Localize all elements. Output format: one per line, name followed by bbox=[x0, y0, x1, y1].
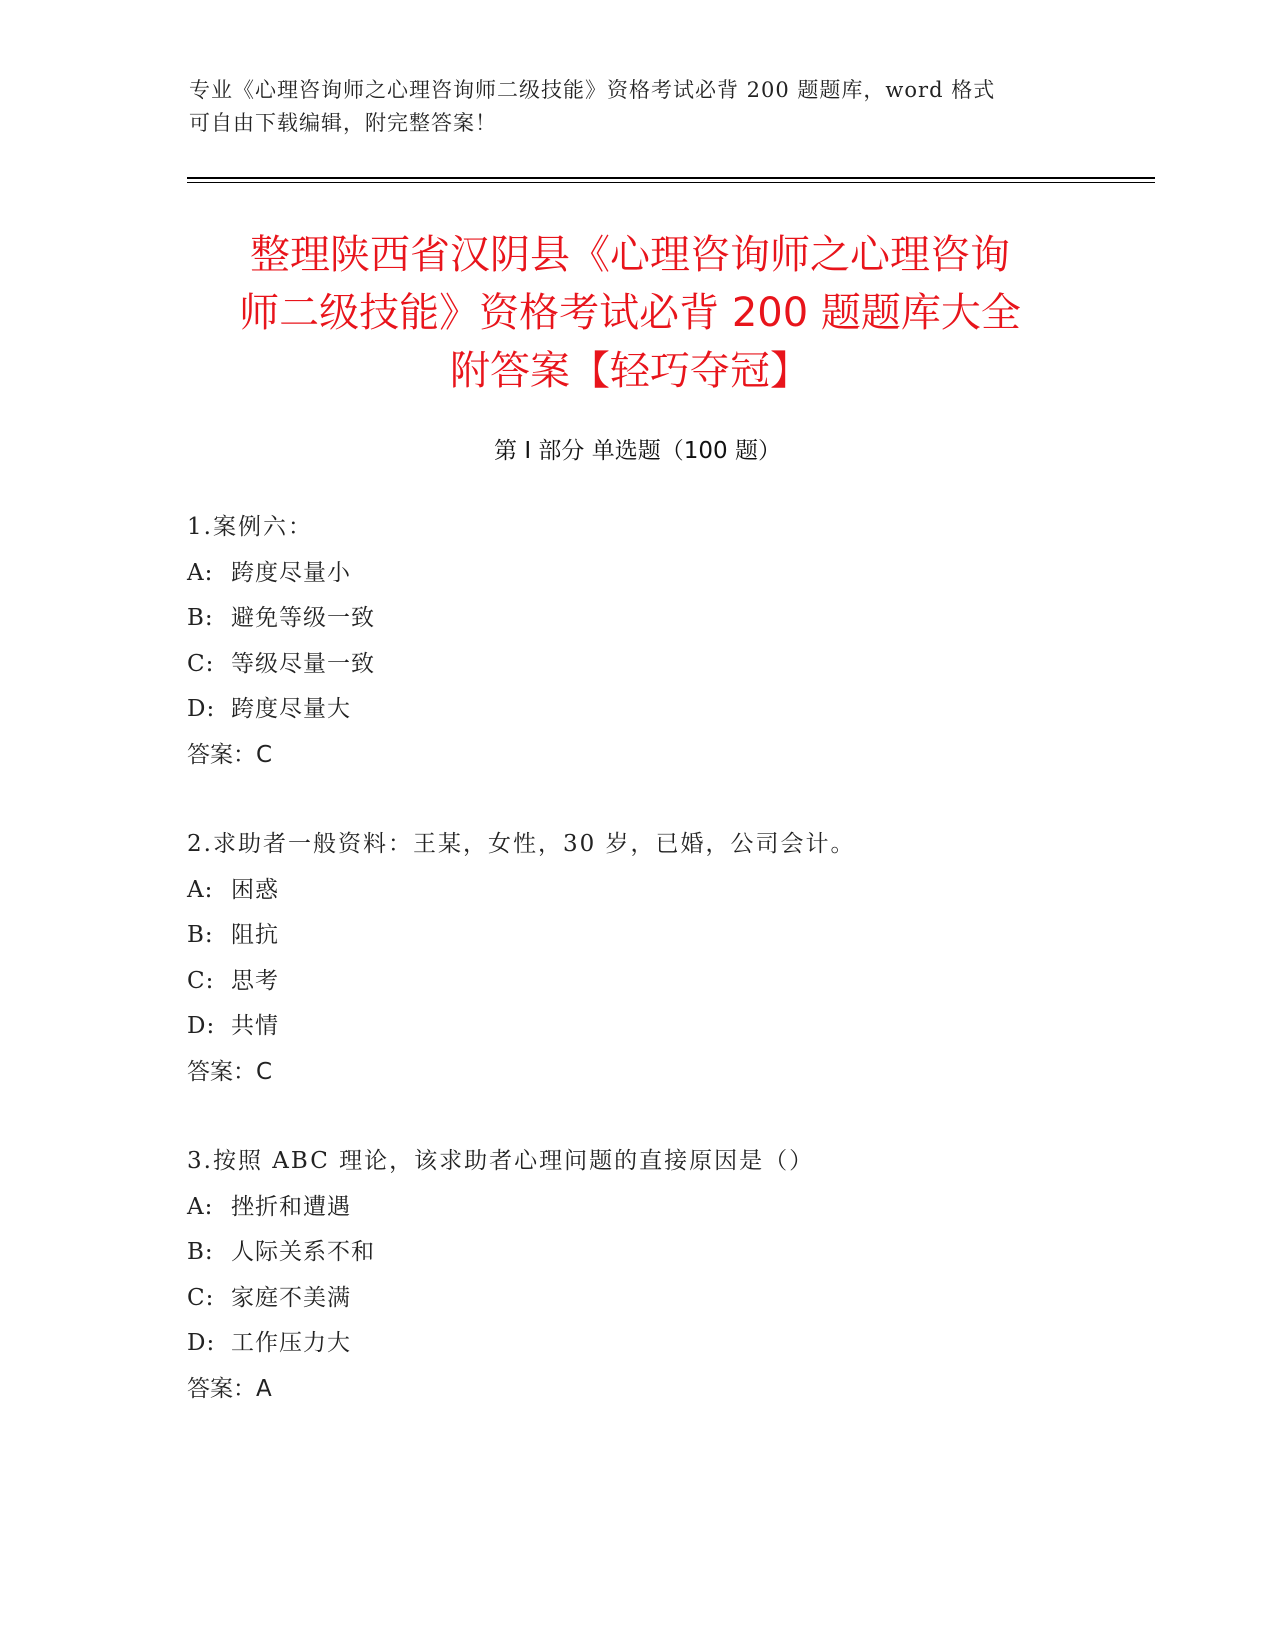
option-text: 阻抗 bbox=[231, 922, 279, 948]
option-a bbox=[187, 551, 1087, 597]
option-b bbox=[187, 596, 1087, 642]
option-text: 家庭不美满 bbox=[231, 1284, 351, 1311]
option-key: C: bbox=[187, 650, 215, 677]
option-b bbox=[187, 1230, 1087, 1276]
option-b bbox=[187, 913, 1087, 959]
document-title-line-2: 师二级技能》资格考试必背 200 题题库大全 bbox=[239, 290, 1021, 336]
option-c bbox=[187, 959, 1087, 1005]
option-key: D: bbox=[187, 696, 216, 722]
option-key: B: bbox=[187, 922, 214, 948]
document-title-line-1: 整理陕西省汉阴县《心理咨询师之心理咨询 bbox=[250, 232, 1010, 278]
answer-line: 答案：C bbox=[187, 741, 273, 768]
option-d bbox=[187, 1004, 1087, 1050]
section-title: 第 I 部分 单选题（100 题） bbox=[494, 438, 781, 464]
option-key: C: bbox=[187, 1284, 215, 1311]
document-title-line-3: 附答案【轻巧夺冠】 bbox=[450, 348, 810, 394]
option-key: B: bbox=[187, 1239, 214, 1265]
header-note bbox=[189, 74, 1069, 140]
option-c bbox=[187, 642, 1087, 688]
option-text: 工作压力大 bbox=[231, 1330, 351, 1356]
answer-line: 答案：C bbox=[187, 1058, 273, 1085]
option-text: 挫折和遭遇 bbox=[231, 1193, 351, 1220]
option-d bbox=[187, 1321, 1087, 1367]
option-d bbox=[187, 687, 1087, 733]
question-2 bbox=[187, 822, 1087, 1095]
option-key: A: bbox=[187, 876, 214, 903]
header-note-line-2: 可自由下载编辑，附完整答案！ bbox=[189, 111, 497, 135]
option-key: B: bbox=[187, 605, 214, 631]
option-key: C: bbox=[187, 967, 215, 994]
document-title bbox=[180, 226, 1080, 400]
option-text: 困惑 bbox=[231, 876, 279, 903]
option-text: 共情 bbox=[231, 1013, 279, 1039]
question-stem: 2.求助者一般资料：王某，女性，30 岁，已婚，公司会计。 bbox=[187, 831, 856, 857]
option-a bbox=[187, 868, 1087, 914]
option-a bbox=[187, 1185, 1087, 1231]
question-3 bbox=[187, 1139, 1087, 1412]
option-text: 跨度尽量小 bbox=[231, 559, 351, 586]
option-key: A: bbox=[187, 1193, 214, 1220]
question-1 bbox=[187, 505, 1087, 778]
header-note-line-1: 专业《心理咨询师之心理咨询师二级技能》资格考试必背 200 题题库，word 格式 bbox=[189, 78, 996, 102]
option-key: D: bbox=[187, 1013, 216, 1039]
header-divider-thick bbox=[187, 177, 1155, 179]
header-divider-thin bbox=[187, 182, 1155, 183]
option-key: D: bbox=[187, 1330, 216, 1356]
question-stem: 3.按照 ABC 理论，该求助者心理问题的直接原因是（） bbox=[187, 1148, 815, 1174]
option-text: 思考 bbox=[231, 967, 279, 994]
option-text: 人际关系不和 bbox=[231, 1239, 375, 1265]
option-c bbox=[187, 1276, 1087, 1322]
option-key: A: bbox=[187, 559, 214, 586]
option-text: 避免等级一致 bbox=[231, 605, 375, 631]
question-stem: 1.案例六： bbox=[187, 514, 313, 540]
answer-line: 答案：A bbox=[187, 1375, 272, 1402]
option-text: 跨度尽量大 bbox=[231, 696, 351, 722]
option-text: 等级尽量一致 bbox=[231, 650, 375, 677]
